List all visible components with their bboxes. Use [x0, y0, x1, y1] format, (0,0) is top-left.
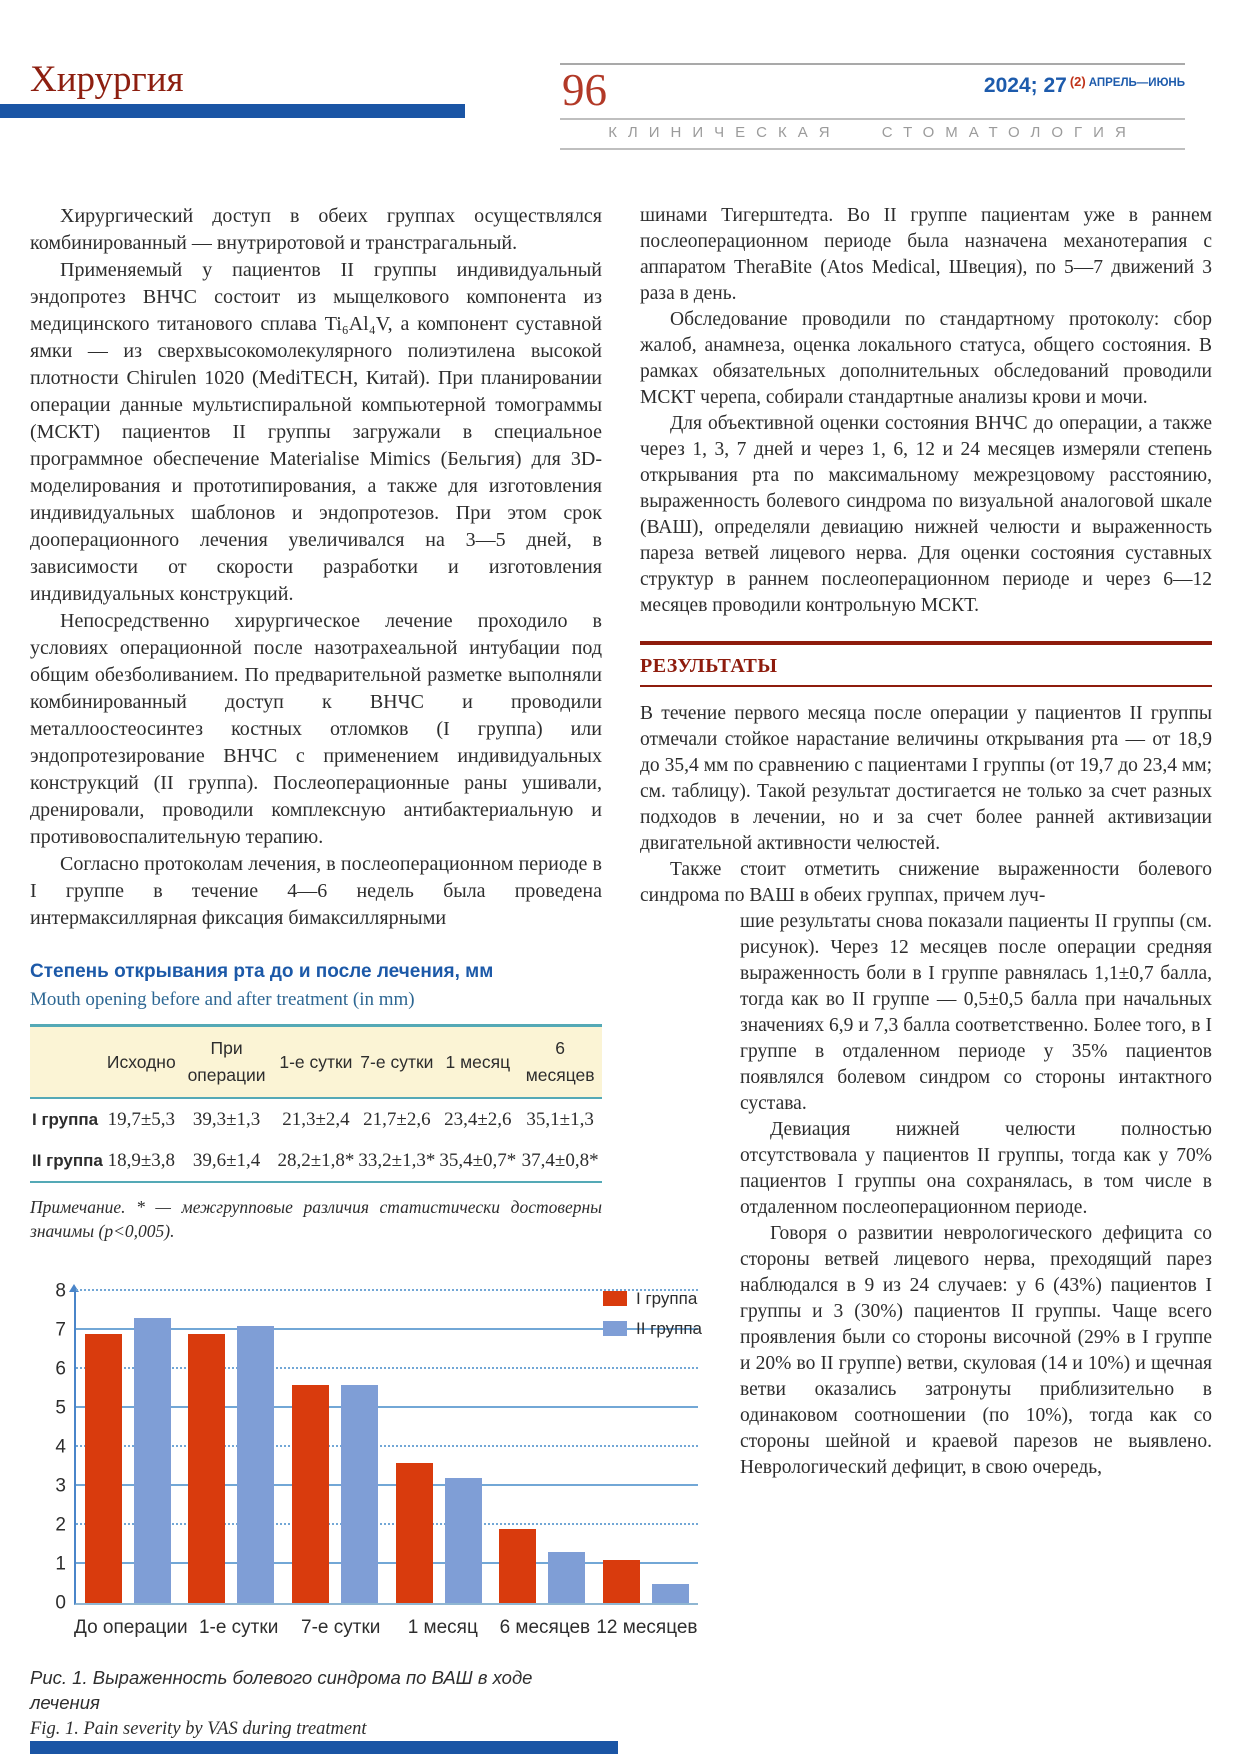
- table-cell: 21,7±2,6: [363, 1109, 431, 1130]
- bar-group: [188, 1291, 274, 1603]
- header-blue-bar: [0, 104, 465, 118]
- table-title-ru: Степень открывания рта до и после лечения, мм: [30, 961, 494, 982]
- body-paragraph: Применяемый у пациентов II группы индивидуальный эндопротез ВНЧС состоит из мыщелкового компонента из медицинского титанового сплава Ti₆Al₄V, а компонент суставной ямки — из сверхвысокомолекулярного полиэтилена высокой плотности Chirulen 1020 (MediTECH, Китай). При планировании операции данные мультиспиральной компьютерной томограммы (МСКТ) пациентов II группы загружали в специальное программное обеспечение Materialise Mimics (Бельгия) для 3D-моделирования и прототипирования, а также для изготовления индивидуальных шаблонов и эндопротезов. При этом срок дооперационного лечения увеличивался на 3—5 дней, в зависимости от скорости разработки и изготовления индивидуальных конструкций.: [30, 259, 602, 605]
- body-paragraph: шие результаты снова показали пациенты II группы (см. рисунок). Через 12 месяцев после операции средняя выраженность боли в I группе равнялась 1,1±0,7 балла, тогда как во II группе — 0,5±0,5 балла при начальных значениях 6,9 и 7,3 балла соответственно. Более того, в I группе в отдаленном периоде у 35% пациентов появлялся болевом синдром со стороны интактного сустава.: [740, 911, 1212, 1114]
- table-cell: 37,4±0,8*: [521, 1150, 599, 1171]
- y-axis-tick: 5: [55, 1397, 66, 1419]
- y-axis-tick: 3: [55, 1475, 66, 1497]
- table-title-en: Mouth opening before and after treatment (in mm): [30, 989, 415, 1010]
- bar: [445, 1478, 482, 1603]
- table-cell: 21,3±2,4: [282, 1109, 350, 1130]
- figure-1-chart: [30, 1277, 702, 1649]
- column-header: 6 месяцев: [525, 1038, 595, 1085]
- column-header: 1 месяц: [445, 1051, 511, 1072]
- bar: [652, 1584, 689, 1604]
- chart-legend: [603, 1285, 702, 1345]
- y-axis-tick: 8: [55, 1280, 66, 1302]
- legend-entry: [603, 1285, 702, 1312]
- table-cell: 35,4±0,7*: [439, 1150, 517, 1171]
- y-axis-tick: 4: [55, 1436, 66, 1458]
- bar-group: [396, 1291, 482, 1603]
- bar-group: [292, 1291, 378, 1603]
- y-axis-tick: 1: [55, 1553, 66, 1575]
- figure-caption-ru: Рис. 1. Выраженность болевого синдрома по ВАШ в ходе лечения: [30, 1667, 533, 1713]
- x-axis-label: 6 месяцев: [499, 1617, 591, 1638]
- bar: [499, 1529, 536, 1603]
- column-header: При операции: [187, 1038, 266, 1085]
- left-column: [30, 203, 702, 1742]
- results-narrow-block: [740, 909, 1212, 1481]
- row-label: I группа: [32, 1110, 99, 1129]
- y-axis-tick: 2: [55, 1514, 66, 1536]
- x-axis-label: 12 месяцев: [596, 1617, 698, 1638]
- column-header: [30, 1026, 105, 1099]
- volume-label: 2024; 27: [983, 74, 1067, 97]
- table-cell: 23,4±2,6: [444, 1109, 512, 1130]
- column-header: 7-е сутки: [360, 1051, 434, 1072]
- x-axis-label: 7-е сутки: [301, 1617, 381, 1638]
- table-row: [30, 1140, 602, 1182]
- mouth-opening-table: [30, 1024, 602, 1183]
- bar: [85, 1334, 122, 1603]
- body-paragraph: В течение первого месяца после операции у пациентов II группы отмечали стойкое нарастание величины открывания рта — от 18,9 до 35,4 мм по сравнению с пациентами I группы (от 19,7 до 23,4 мм; см. таблицу). Такой результат достигается не только за счет разных подходов в лечении, но и за счет более ранней активизации двигательной активности челюстей.: [640, 703, 1212, 854]
- bar: [341, 1385, 378, 1603]
- right-column: [640, 203, 1212, 1481]
- issue-number: (2): [1069, 74, 1086, 89]
- table-header-row: [30, 1026, 602, 1099]
- table-note: Примечание. * — межгрупповые различия статистически достоверны значимы (p<0,005).: [30, 1197, 602, 1241]
- y-axis-tick: 0: [55, 1592, 66, 1614]
- x-axis-label: 1-е сутки: [198, 1617, 279, 1638]
- table-cell: 28,2±1,8*: [277, 1150, 355, 1171]
- table-cell: 33,2±1,3*: [358, 1150, 436, 1171]
- bar: [548, 1552, 585, 1603]
- issue-info: [984, 74, 1185, 98]
- column-header: 1-е сутки: [279, 1051, 353, 1072]
- page-number: 96: [562, 65, 607, 115]
- body-paragraph: Девиация нижней челюсти полностью отсутствовала у пациентов II группы, тогда как у 70% пациентов I группы она сохранялась, в том числе в отдаленном послеоперационном периоде.: [740, 1119, 1212, 1218]
- legend-label: II группа: [636, 1319, 702, 1338]
- bar: [292, 1385, 329, 1603]
- row-label: II группа: [32, 1151, 103, 1170]
- bar-group: [85, 1291, 171, 1603]
- table-cell: 39,3±1,3: [192, 1109, 261, 1130]
- journal-name: КЛИНИЧЕСКАЯ СТОМАТОЛОГИЯ: [608, 124, 1137, 141]
- table-cell: 39,6±1,4: [192, 1150, 261, 1171]
- table-cell: 19,7±5,3: [107, 1109, 175, 1130]
- legend-swatch: [603, 1321, 627, 1336]
- x-axis-label: До операции: [74, 1617, 188, 1638]
- header-rule-top: [560, 63, 1185, 65]
- table-cell: 35,1±1,3: [526, 1109, 594, 1130]
- y-axis-tick: 7: [55, 1319, 66, 1341]
- body-paragraph: Обследование проводили по стандартному протоколу: сбор жалоб, анамнеза, оценка локального статуса, общего состояния. В рамках обязательных дополнительных обследований проводили МСКТ черепа, собирали стандартные анализы крови и мочи.: [640, 309, 1212, 408]
- bar: [237, 1326, 274, 1603]
- body-paragraph: Согласно протоколам лечения, в послеоперационном периоде в I группе в течение 4—6 недель была проведена интермаксиллярная фиксация бимаксиллярными: [30, 853, 602, 929]
- bar: [188, 1334, 225, 1603]
- bar: [603, 1560, 640, 1603]
- body-paragraph: Для объективной оценки состояния ВНЧС до операции, а также через 1, 3, 7 дней и через 1, 6, 12 и 24 месяцев измеряли степень открывания рта по максимальному межрезцовому расстоянию, выраженность болевого синдрома по визуальной аналоговой шкале (ВАШ), определяли девиацию нижней челюсти и выраженность пареза ветвей лицевого нерва. Для оценки состояния суставных структур в раннем послеоперационном периоде и через 6—12 месяцев проводили контрольную МСКТ.: [640, 413, 1212, 616]
- header-rule-mid: [560, 118, 1185, 120]
- chart-xlabels: [74, 1614, 698, 1641]
- bar-group: [499, 1291, 585, 1603]
- body-paragraph: шинами Тигерштедта. Во II группе пациентам уже в раннем послеоперационном периоде была назначена механотерапия с аппаратом TheraBite (Atos Medical, Швеция), по 5—7 движений 3 раза в день.: [640, 205, 1212, 304]
- figure-caption-en: Fig. 1. Pain severity by VAS during treatment: [30, 1719, 367, 1739]
- table-cell: 18,9±3,8: [107, 1150, 175, 1171]
- bar: [134, 1318, 171, 1603]
- legend-label: I группа: [636, 1289, 698, 1308]
- results-heading: РЕЗУЛЬТАТЫ: [640, 653, 1212, 687]
- legend-entry: [603, 1315, 702, 1342]
- header-rule-bottom: [560, 148, 1185, 150]
- x-axis-label: 1 месяц: [407, 1617, 478, 1638]
- body-paragraph: Непосредственно хирургическое лечение проходило в условиях операционной после назотрахеальной интубации под общим обезболиванием. По предварительной разметке выполняли комбинированный доступ к ВНЧС и проводили металлоостеосинтез костных отломков (I группа) или эндопротезирование ВНЧС с применением индивидуальных конструкций (II группа). Послеоперационные раны ушивали, дренировали, проводили комплексную антибактериальную и противовоспалительную терапию.: [30, 610, 602, 848]
- body-paragraph: Хирургический доступ в обеих группах осуществлялся комбинированный — внутриротовой и транстрагальный.: [30, 205, 602, 254]
- body-paragraph: Говоря о развитии неврологического дефицита со стороны ветвей лицевого нерва, преходящий парез наблюдался в 9 из 24 случаев: у 6 (43%) пациентов I группы и 3 (30%) пациентов II группы. Чаще всего проявления были со стороны височной (29% в I группе и 20% во II группе) ветви, скуловая (14 и 10%) и щечная ветви оказались затронуты приблизительно в одинаковом соотношении (по 10%), тогда как со стороны шейной и краевой парезов не выявлено. Неврологический дефицит, в свою очередь,: [740, 1223, 1212, 1478]
- results-section: [640, 641, 1212, 1481]
- legend-swatch: [603, 1291, 627, 1306]
- issue-period: АПРЕЛЬ—ИЮНЬ: [1088, 77, 1185, 89]
- footer-blue-bar: [30, 1741, 618, 1754]
- body-paragraph: Также стоит отметить снижение выраженности болевого синдрома по ВАШ в обеих группах, причем луч-: [640, 859, 1212, 906]
- section-title: Хирургия: [30, 59, 184, 100]
- column-header: Исходно: [106, 1051, 176, 1072]
- y-axis-tick: 6: [55, 1358, 66, 1380]
- bar: [396, 1463, 433, 1603]
- table-row: [30, 1098, 602, 1140]
